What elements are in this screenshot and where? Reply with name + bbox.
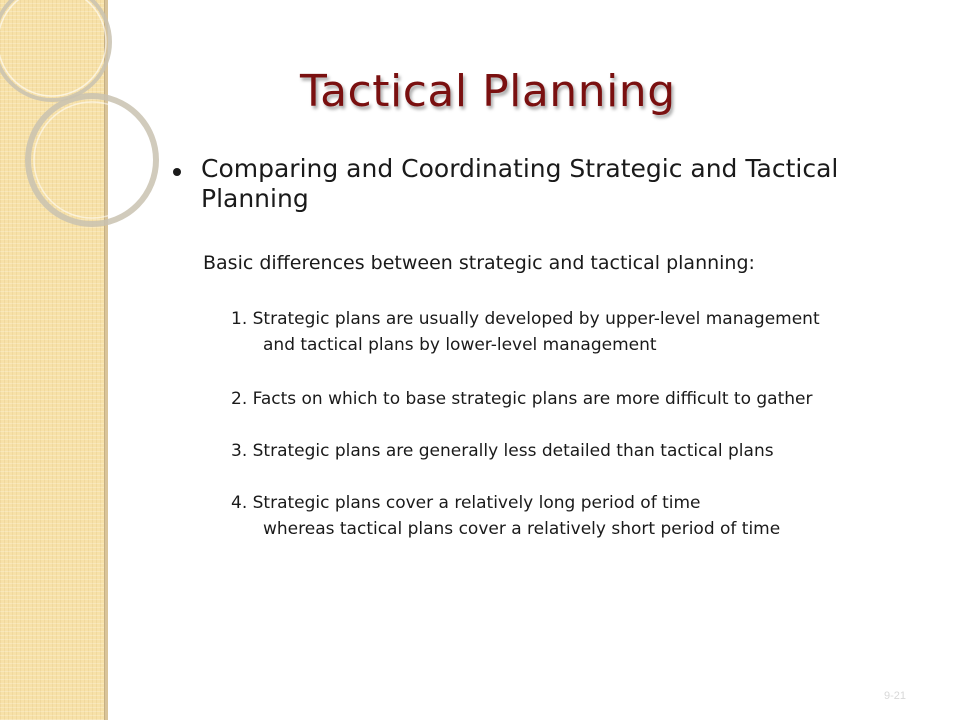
main-bullet-text: Comparing and Coordinating Strategic and Tactical Planning [201,154,839,213]
difference-item-4-line2: whereas tactical plans cover a relatively short period of time [263,519,781,539]
intro-text: Basic differences between strategic and tactical planning: [203,252,755,274]
difference-item-2-line1: 2. Facts on which to base strategic plans are more difficult to gather [231,389,813,409]
difference-item-1-line2: and tactical plans by lower-level management [263,335,657,355]
slide-title: Tactical Planning [300,66,676,117]
difference-item-4-line1: 4. Strategic plans cover a relatively long period of time [231,493,701,513]
difference-item-1-line1: 1. Strategic plans are usually developed by upper-level management [231,309,820,329]
difference-item-4 [231,490,780,542]
side-panel-border [104,0,108,720]
difference-item-3 [231,438,774,464]
bullet-dot-icon [173,168,181,176]
slide-number: 9-21 [884,690,907,702]
difference-item-3-line1: 3. Strategic plans are generally less detailed than tactical plans [231,441,774,461]
decorative-side-panel [0,0,104,720]
difference-item-1 [231,306,820,358]
difference-item-2 [231,386,813,412]
